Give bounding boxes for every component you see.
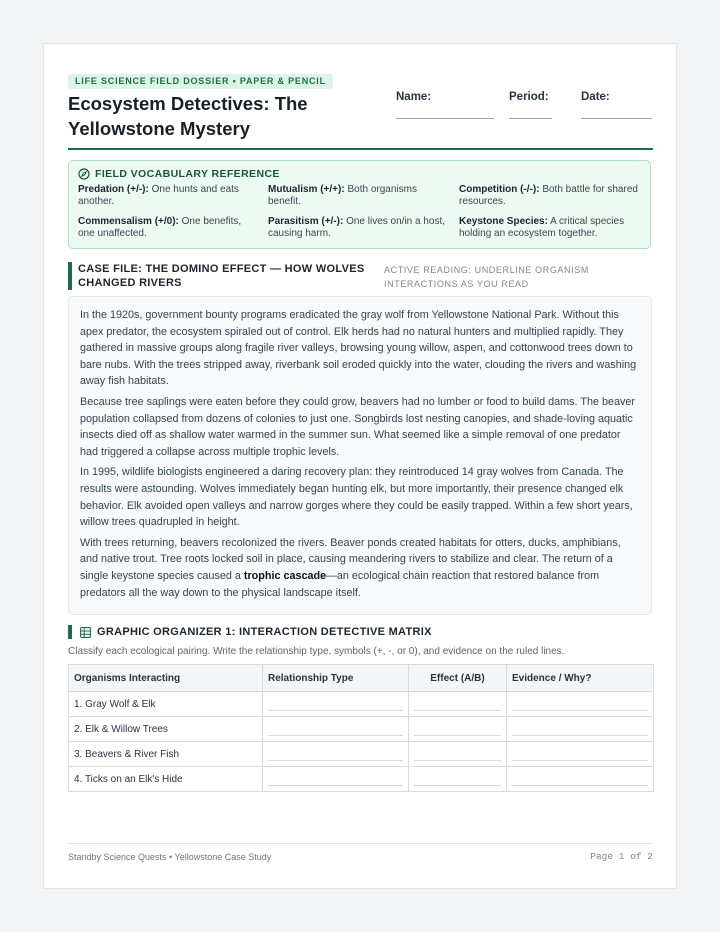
story-paragraph-2: Because tree saplings were eaten before they could grow, beavers had no lumber or food to build dams. The beaver population collapsed from dozens of colonies to just one. Songbirds lost nesting canopies, and shade-loving aquatic insects died off as shallow water warmed in the summer sun. What seemed like a simple removal of one predator had triggered a collapse across multiple trophic levels. bbox=[80, 395, 635, 458]
date-label: Date: bbox=[581, 91, 610, 103]
answer-line bbox=[512, 760, 648, 761]
table-row bbox=[69, 742, 654, 767]
date-line[interactable] bbox=[581, 118, 652, 119]
relationship-cell[interactable] bbox=[263, 767, 409, 792]
active-reading-note: ACTIVE READING: UNDERLINE ORGANISM INTERACTIONS AS YOU READ bbox=[384, 265, 589, 289]
interaction-matrix bbox=[68, 664, 654, 792]
answer-line bbox=[414, 735, 501, 736]
effect-cell[interactable] bbox=[409, 767, 507, 792]
effect-cell[interactable] bbox=[409, 717, 507, 742]
organizer-title bbox=[80, 626, 432, 638]
dossier-tag: LIFE SCIENCE FIELD DOSSIER • PAPER & PENCIL bbox=[68, 74, 333, 89]
evidence-cell[interactable] bbox=[507, 767, 654, 792]
trophic-cascade-term: trophic cascade bbox=[243, 569, 327, 582]
organism-pair: 2. Elk & Willow Trees bbox=[69, 717, 263, 742]
organizer-accent-bar bbox=[68, 625, 72, 639]
worksheet-page bbox=[43, 43, 677, 889]
effect-cell[interactable] bbox=[409, 692, 507, 717]
answer-line bbox=[414, 785, 501, 786]
answer-line bbox=[268, 735, 403, 736]
period-label: Period: bbox=[509, 91, 549, 103]
answer-line bbox=[268, 785, 403, 786]
vocab-item-commensalism: Commensalism (+/0): One benefits, one unaffected. bbox=[78, 216, 242, 239]
table-icon bbox=[80, 627, 91, 638]
vocab-item-competition: Competition (-/-): Both battle for shared resources. bbox=[459, 184, 638, 207]
vocab-heading bbox=[78, 168, 280, 180]
case-title: CASE FILE: THE DOMINO EFFECT — HOW WOLVES CHANGED RIVERS bbox=[78, 263, 365, 289]
organism-pair: 1. Gray Wolf & Elk bbox=[69, 692, 263, 717]
matrix-header-row bbox=[69, 665, 654, 692]
relationship-cell[interactable] bbox=[263, 692, 409, 717]
header-divider bbox=[68, 148, 653, 150]
answer-line bbox=[268, 760, 403, 761]
organism-pair: 4. Ticks on an Elk's Hide bbox=[69, 767, 263, 792]
col-relationship: Relationship Type bbox=[263, 665, 409, 692]
answer-line bbox=[414, 760, 501, 761]
case-story bbox=[68, 296, 652, 615]
relationship-cell[interactable] bbox=[263, 717, 409, 742]
answer-line bbox=[414, 710, 501, 711]
col-organisms: Organisms Interacting bbox=[69, 665, 263, 692]
page-title: Ecosystem Detectives: The Yellowstone Mystery bbox=[68, 93, 308, 139]
page-number: Page 1 of 2 bbox=[590, 851, 653, 862]
story-paragraph-3: In 1995, wildlife biologists engineered a daring recovery plan: they reintroduced 14 gray wolves from Canada. The results were astounding. Wolves immediately began hunting elk, but more importantly, their presence changed elk behavior. Elk avoided open valleys and narrow gorges where they could be easily trapped. Within a few short years, willow trees quadrupled in height. bbox=[80, 466, 633, 529]
evidence-cell[interactable] bbox=[507, 742, 654, 767]
vocab-item-keystone: Keystone Species: A critical species holding an ecosystem together. bbox=[459, 216, 625, 239]
footer-credit: Standby Science Quests • Yellowstone Case Study bbox=[68, 852, 272, 862]
vocab-box bbox=[68, 160, 651, 249]
answer-line bbox=[512, 785, 648, 786]
answer-line bbox=[268, 710, 403, 711]
vocab-heading-text: FIELD VOCABULARY REFERENCE bbox=[95, 168, 280, 180]
footer-divider bbox=[68, 843, 653, 844]
vocab-item-mutualism: Mutualism (+/+): Both organisms benefit. bbox=[268, 184, 417, 207]
answer-line bbox=[512, 710, 648, 711]
effect-cell[interactable] bbox=[409, 742, 507, 767]
col-evidence: Evidence / Why? bbox=[507, 665, 654, 692]
period-line[interactable] bbox=[509, 118, 552, 119]
table-row bbox=[69, 717, 654, 742]
organizer-title-text: GRAPHIC ORGANIZER 1: INTERACTION DETECTIVE MATRIX bbox=[97, 626, 432, 638]
organism-pair: 3. Beavers & River Fish bbox=[69, 742, 263, 767]
name-label: Name: bbox=[396, 91, 432, 103]
col-effect: Effect (A/B) bbox=[409, 665, 507, 692]
table-row bbox=[69, 767, 654, 792]
vocab-item-predation: Predation (+/-): One hunts and eats another. bbox=[78, 184, 239, 207]
name-line[interactable] bbox=[396, 118, 494, 119]
story-paragraph-1: In the 1920s, government bounty programs eradicated the gray wolf from Yellowstone National Park. Without this apex predator, the ecosystem spiraled out of control. Elk herds had no natural hunters and multiplied rapidly. They gathered in massive groups along fragile river valleys, browsing young willow, aspen, and cottonwood trees down to bare nubs. With the trees stripped away, riverbank soil eroded quickly into the water, clouding the rivers and washing away fish habitats. bbox=[80, 309, 637, 388]
story-paragraph-4: With trees returning, beavers recolonized the rivers. Beaver ponds created habitats for otters, ducks, amphibians, and native trout. Tree roots locked soil in place, causing meandering rivers to stabilize and clear. The return of a single keystone species caused a trophic cascade—an ecological chain reaction that restored balance from predators all the way down to the physical landscape itself. bbox=[80, 536, 621, 599]
table-row bbox=[69, 692, 654, 717]
evidence-cell[interactable] bbox=[507, 692, 654, 717]
compass-icon bbox=[78, 168, 90, 180]
case-accent-bar bbox=[68, 262, 72, 290]
answer-line bbox=[512, 735, 648, 736]
evidence-cell[interactable] bbox=[507, 717, 654, 742]
organizer-instructions: Classify each ecological pairing. Write the relationship type, symbols (+, -, or 0), and evidence on the ruled lines. bbox=[68, 646, 565, 657]
relationship-cell[interactable] bbox=[263, 742, 409, 767]
vocab-item-parasitism: Parasitism (+/-): One lives on/in a host, causing harm. bbox=[268, 216, 446, 239]
